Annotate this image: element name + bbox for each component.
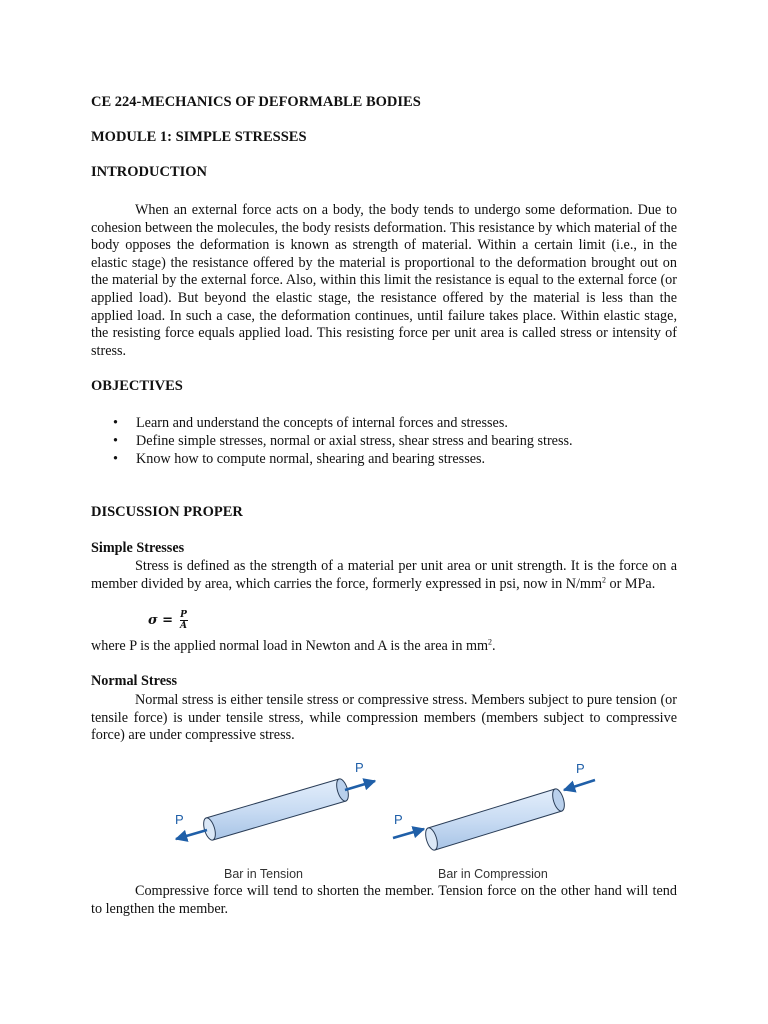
simple-stresses-paragraph: Stress is defined as the strength of a material per unit area or unit strength. It is the force on a member divided by area, which carries the force, formerly expressed in psi, now in $N/mm^2$ or MPa. (91, 558, 677, 592)
tension-bar (175, 760, 375, 841)
normal-stress-paragraph: Normal stress is either tensile stress or compressive stress. Members subject to pure tension (or tensile force) is under tensile stress, while compression members (members subject to compressive force) are under compressive stress. (91, 692, 677, 744)
bullet-icon: • (113, 415, 118, 431)
tension-force-label-left: P (175, 812, 184, 827)
objective-item: • Define simple stresses, normal or axial stress, shear stress and bearing stress. (113, 433, 573, 449)
tension-arrow-right (345, 781, 375, 790)
module-title: MODULE 1: SIMPLE STRESSES (91, 129, 307, 145)
objectives-list (91, 414, 573, 468)
simple-stresses-heading: Simple Stresses (91, 540, 185, 556)
intro-paragraph: When an external force acts on a body, the body tends to undergo some deformation. Due to cohesion between the molecules, the body resists deformation. This resistance by which material of the body opposes the deformation is known as strength of material. Within a certain limit (i.e., in the elastic stage) the resistance offered by the material is proportional to the deformation brought out on the material by the external force. Also, within this limit the resistance is equal to the external force (or applied load). But beyond the elastic stage, the resistance offered by the material is less than the applied load. In such a case, the deformation continues, until failure takes place. Within elastic stage, the resisting force equals applied load. This resisting force per unit area is called stress or intensity of stress. (91, 202, 677, 359)
intro-heading: INTRODUCTION (91, 164, 208, 180)
discussion-heading: DISCUSSION PROPER (91, 504, 243, 520)
compression-arrow-right (564, 780, 595, 790)
compression-force-label-right: P (576, 761, 585, 776)
objective-item: • Learn and understand the concepts of internal forces and stresses. (113, 415, 508, 431)
tension-compression-figure (165, 756, 605, 884)
course-title: CE 224-MECHANICS OF DEFORMABLE BODIES (91, 94, 421, 110)
closing-paragraph: Compressive force will tend to shorten the member. Tension force on the other hand will tend to lengthen the member. (91, 883, 677, 917)
bullet-icon: • (113, 451, 118, 467)
bullet-icon: • (113, 433, 118, 449)
tension-force-label-right: P (355, 760, 364, 775)
caption-compression: Bar in Compression (438, 867, 548, 881)
compression-bar (393, 761, 595, 851)
tension-arrow-left (176, 830, 207, 839)
objectives-heading: OBJECTIVES (91, 378, 183, 394)
formula-where-text: where P is the applied normal load in Newton and A is the area in $mm^2$. (91, 637, 496, 654)
caption-tension: Bar in Tension (224, 867, 303, 881)
normal-stress-heading: Normal Stress (91, 673, 178, 689)
compression-arrow-left (393, 829, 424, 838)
stress-formula: σ = $\frac{P}{A}$ (148, 610, 188, 631)
compression-force-label-left: P (394, 812, 403, 827)
objective-item: • Know how to compute normal, shearing and bearing stresses. (113, 451, 486, 467)
